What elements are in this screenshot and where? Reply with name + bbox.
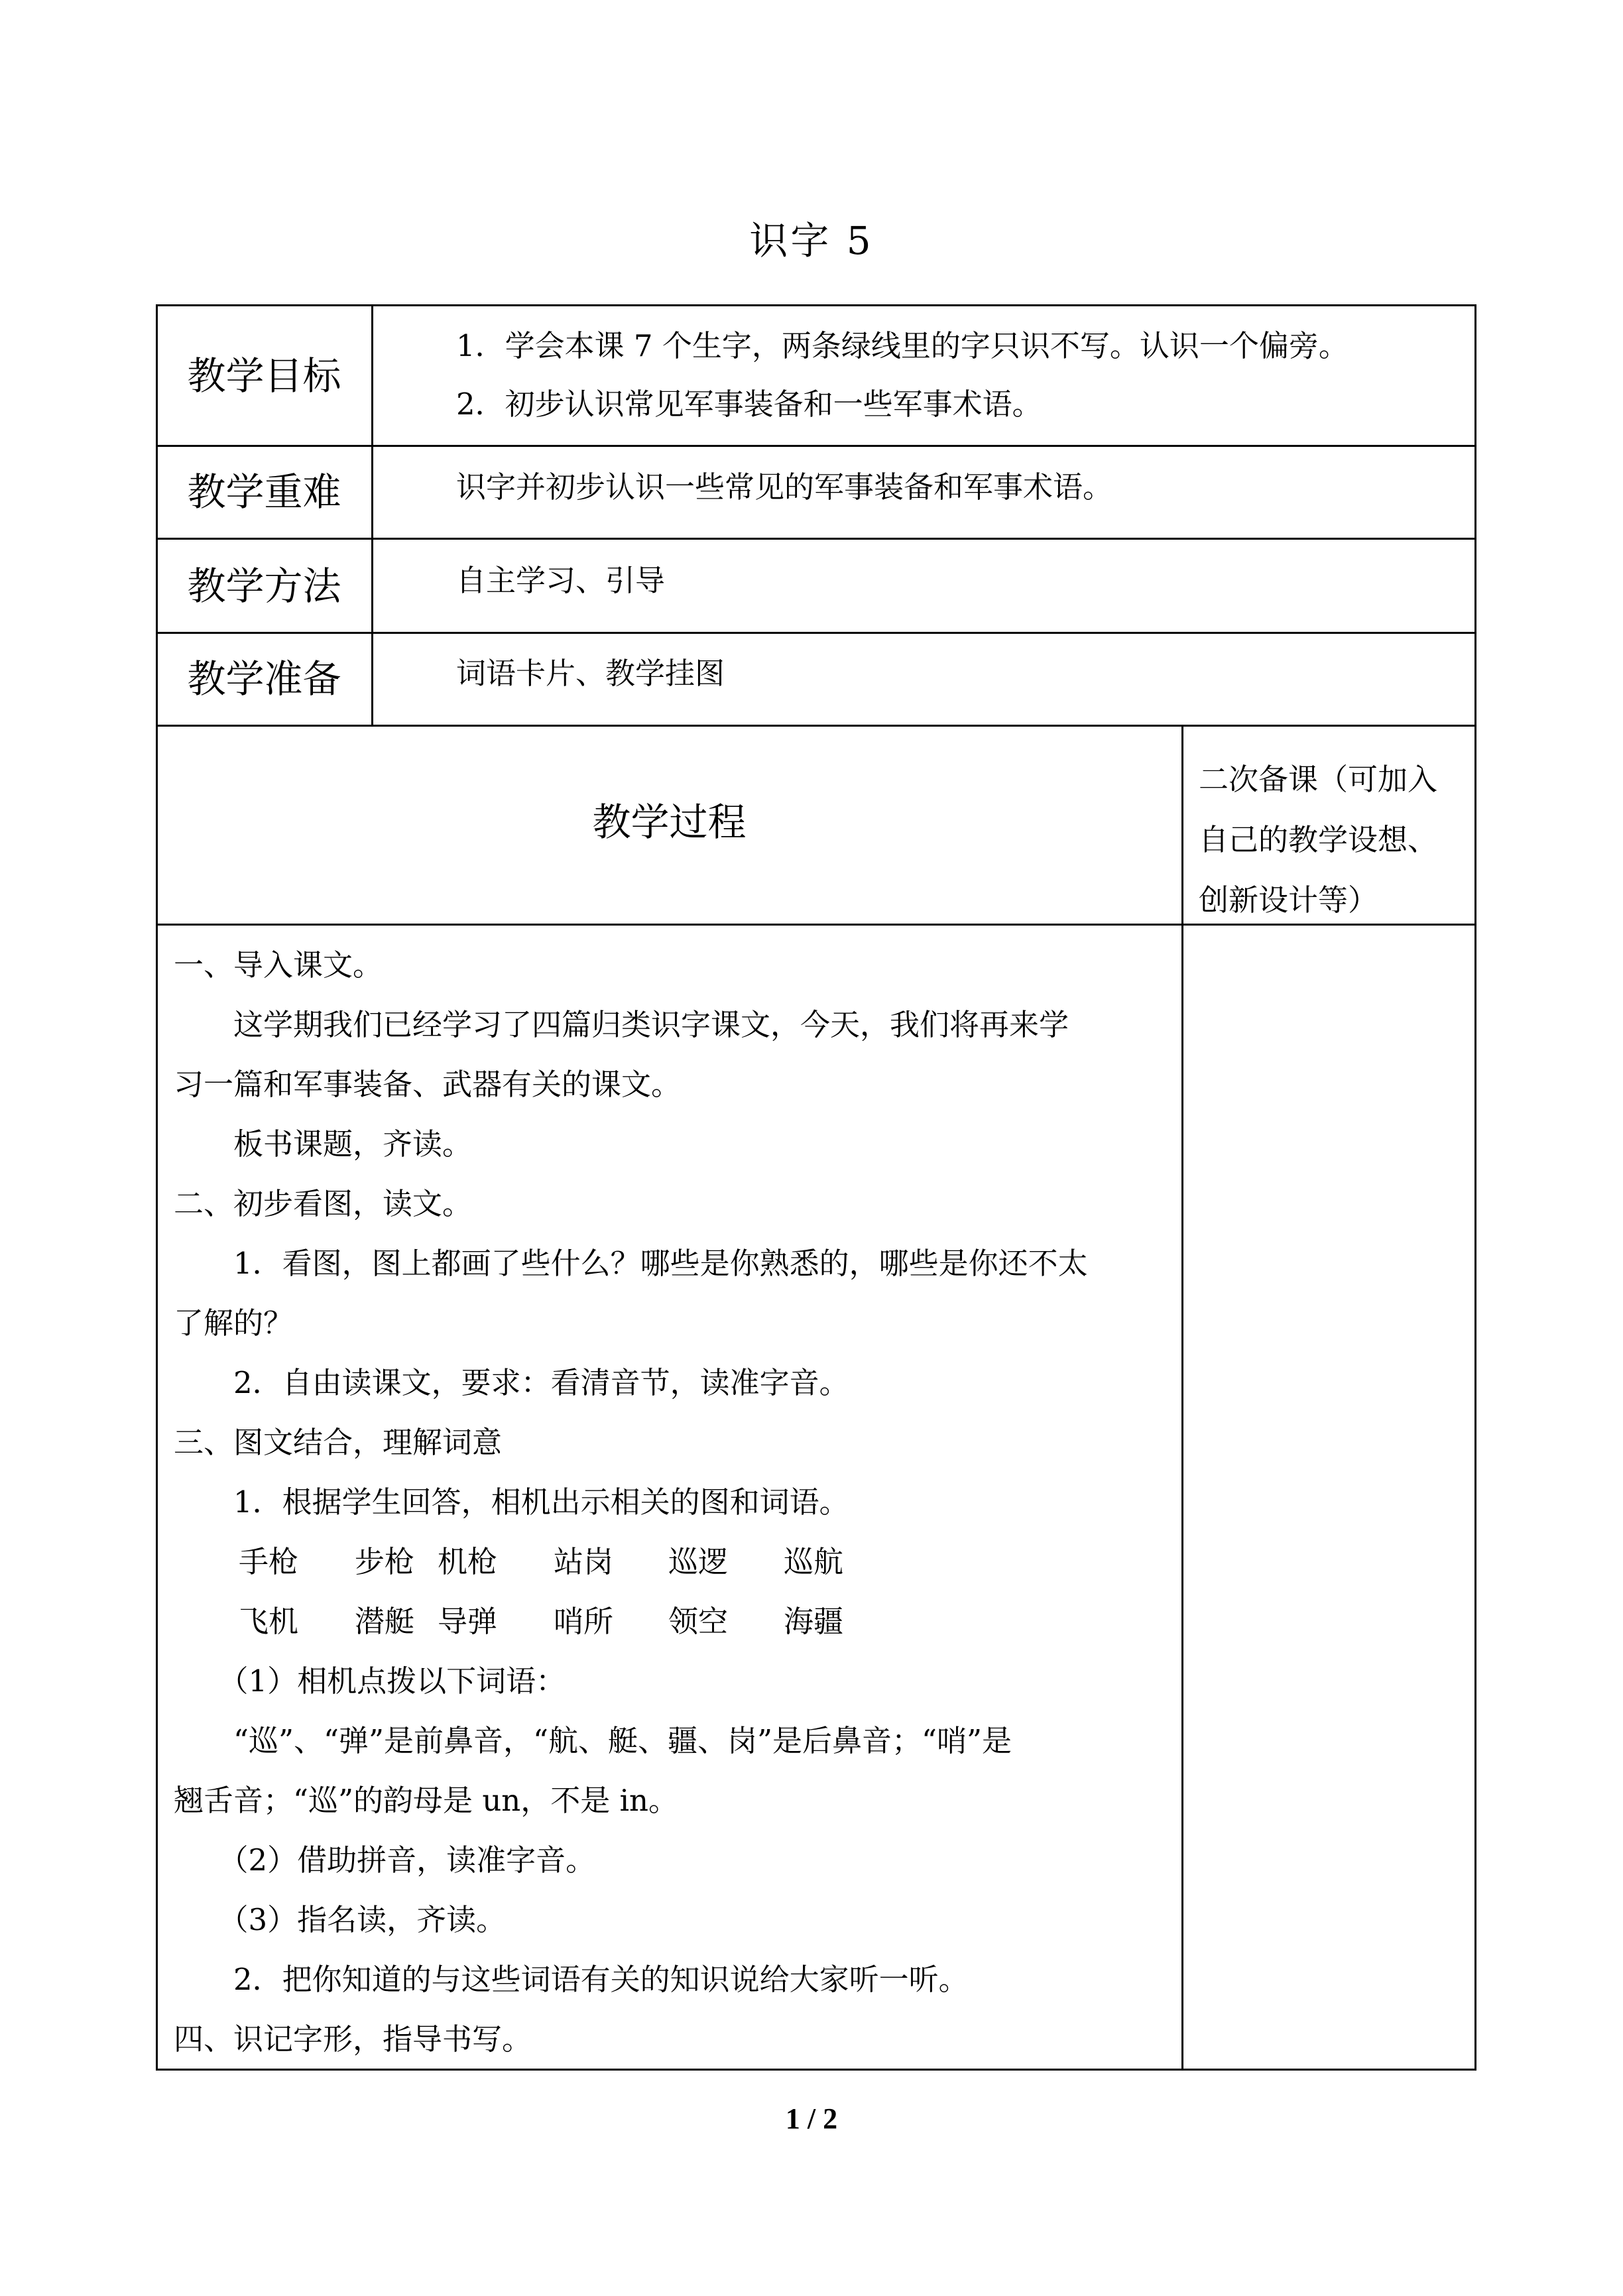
process-line: 翘舌音；“巡”的韵母是 un，不是 in。 <box>174 1783 678 1818</box>
page-title: 识字 5 <box>749 218 874 263</box>
vocabulary-word: 潜艇 <box>355 1604 415 1639</box>
vocabulary-word: 机枪 <box>438 1544 498 1579</box>
vocabulary-word: 巡逻 <box>668 1544 729 1579</box>
table-border-bottom <box>156 2069 1476 2071</box>
table-rule <box>156 445 1476 447</box>
process-line: “巡”、“弹”是前鼻音，“航、艇、疆、岗”是后鼻音；“哨”是 <box>174 1723 1012 1758</box>
note-column-divider <box>1181 725 1183 2071</box>
process-title: 教学过程 <box>592 800 747 845</box>
process-line: 2．把你知道的与这些词语有关的知识说给大家听一听。 <box>174 1962 969 1997</box>
goals-line-2: 2．初步认识常见军事装备和一些军事术语。 <box>456 387 1042 422</box>
row-label-goals: 教学目标 <box>187 353 341 398</box>
process-line: 四、识记字形，指导书写。 <box>174 2022 532 2057</box>
process-line: 板书课题，齐读。 <box>174 1126 473 1162</box>
vocabulary-word: 站岗 <box>554 1544 614 1579</box>
row-label-methods: 教学方法 <box>187 564 341 609</box>
process-line: 二、初步看图，读文。 <box>174 1186 473 1221</box>
vocabulary-word: 步枪 <box>355 1544 415 1579</box>
methods-text: 自主学习、引导 <box>456 563 666 598</box>
preparation-text: 词语卡片、教学挂图 <box>456 656 725 691</box>
table-rule <box>156 725 1476 727</box>
table-border-right <box>1474 304 1476 2071</box>
process-line: 这学期我们已经学习了四篇归类识字课文，今天，我们将再来学 <box>174 1007 1069 1042</box>
table-border-top <box>156 304 1476 306</box>
note-line: 二次备课（可加入 <box>1199 762 1438 797</box>
row-label-preparation: 教学准备 <box>187 656 341 701</box>
process-line: （1）相机点拨以下词语： <box>174 1663 566 1699</box>
process-line: 1．看图，图上都画了些什么？哪些是你熟悉的，哪些是你还不太 <box>174 1246 1088 1281</box>
process-line: 2．自由读课文，要求：看清音节，读准字音。 <box>174 1365 849 1400</box>
table-rule <box>156 632 1476 634</box>
note-line: 自己的教学设想、 <box>1199 822 1438 857</box>
process-line: 了解的？ <box>174 1305 294 1341</box>
row-label-key-points: 教学重难 <box>187 469 341 514</box>
page-number: 1 / 2 <box>785 2102 838 2135</box>
process-line: （2）借助拼音，读准字音。 <box>174 1843 596 1878</box>
vocabulary-word: 哨所 <box>554 1604 614 1639</box>
vocabulary-word: 领空 <box>668 1604 729 1639</box>
table-rule <box>156 538 1476 540</box>
process-line: （3）指名读，齐读。 <box>174 1902 507 1937</box>
goals-line-1: 1．学会本课 7 个生字，两条绿线里的字只识不写。认识一个偏旁。 <box>456 328 1349 363</box>
vocabulary-word: 飞机 <box>239 1604 299 1639</box>
label-column-divider <box>371 304 373 727</box>
vocabulary-word: 海疆 <box>784 1604 844 1639</box>
vocabulary-word: 导弹 <box>438 1604 498 1639</box>
secondary-prep-note <box>1199 749 1437 930</box>
process-line: 1．根据学生回答，相机出示相关的图和词语。 <box>174 1484 849 1520</box>
vocabulary-word: 手枪 <box>239 1544 299 1579</box>
key-points-text: 识字并初步认识一些常见的军事装备和军事术语。 <box>456 469 1113 505</box>
process-line: 习一篇和军事装备、武器有关的课文。 <box>174 1067 682 1102</box>
process-line: 三、图文结合，理解词意 <box>174 1425 503 1460</box>
note-line: 创新设计等） <box>1199 882 1378 918</box>
vocabulary-word: 巡航 <box>784 1544 844 1579</box>
process-line: 一、导入课文。 <box>174 947 383 983</box>
